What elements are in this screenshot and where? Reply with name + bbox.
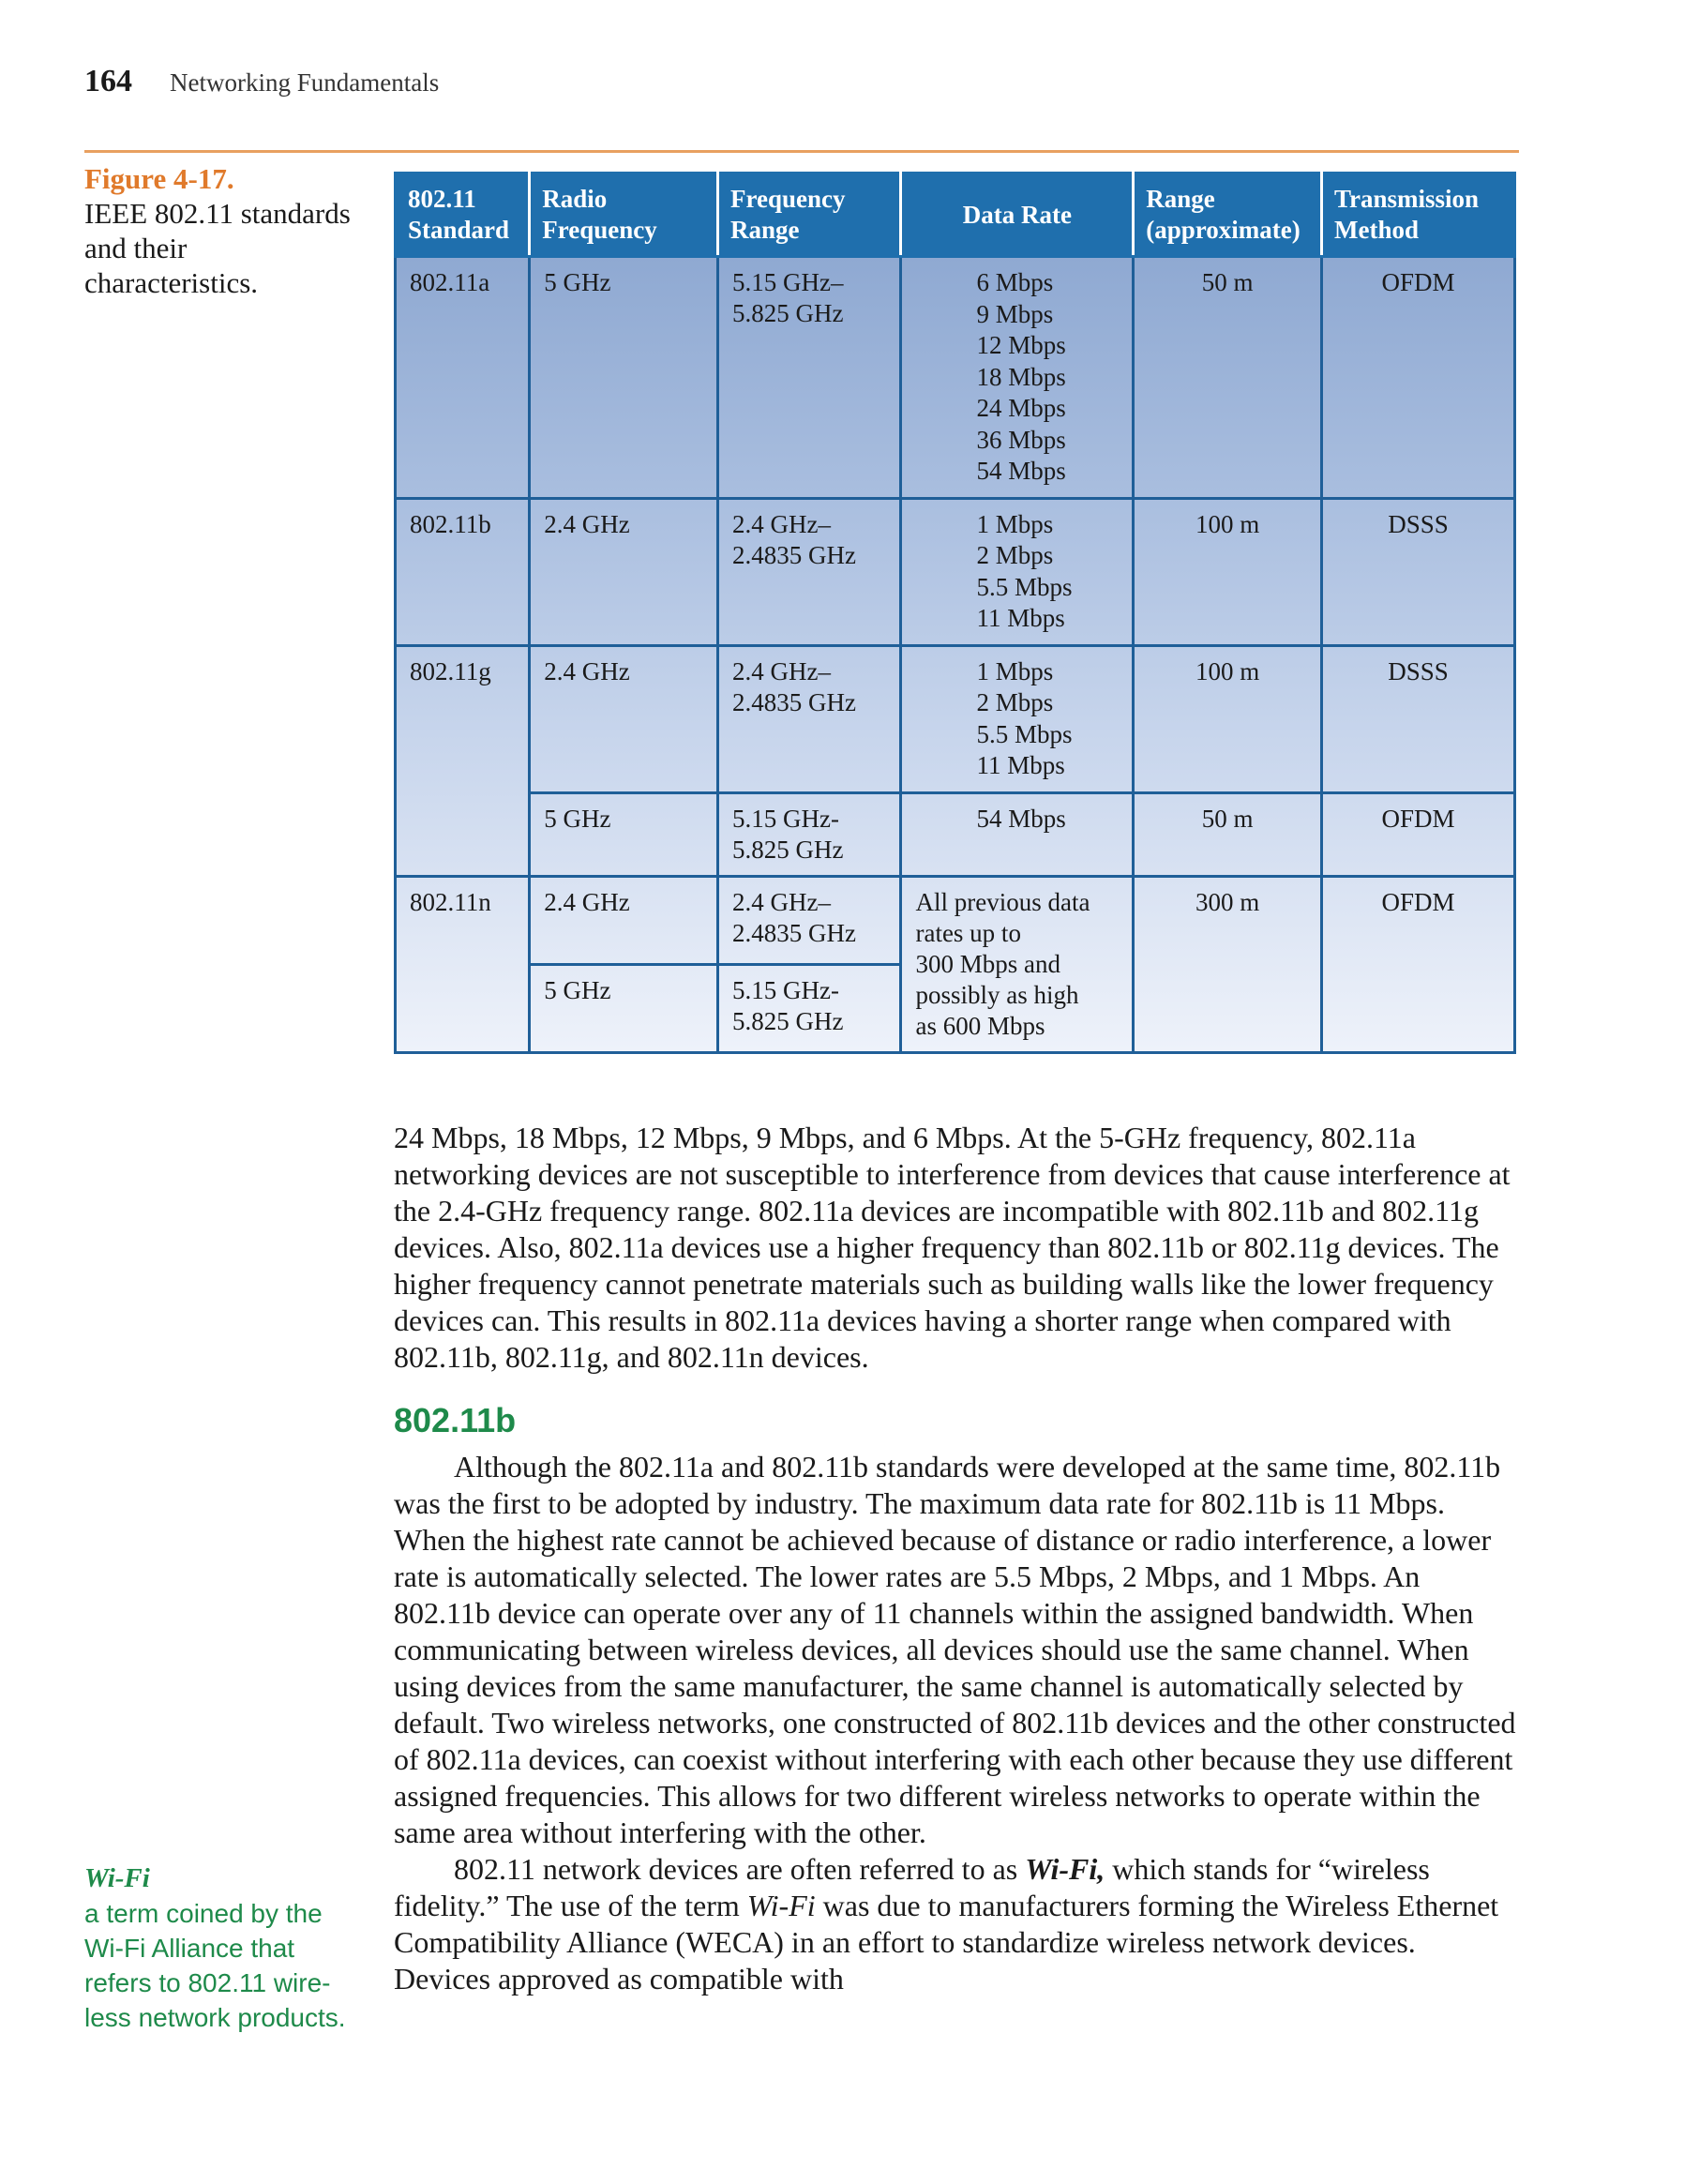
header-rule — [84, 150, 1519, 153]
cell-radio: 5 GHz — [530, 792, 718, 876]
cell-range: 300 m — [1134, 876, 1322, 1052]
cell-standard: 802.11g — [396, 645, 530, 876]
cell-rates: All previous data rates up to 300 Mbps and possibly as high as 600 Mbps — [901, 876, 1134, 1052]
margin-definition-text: a term coined by the Wi-Fi Alliance that refers to 802.11 wire-less network products. — [84, 1899, 346, 2032]
cell-method: DSSS — [1321, 498, 1514, 645]
key-term: Wi-Fi, — [1025, 1852, 1105, 1886]
header-frequency-range: Frequency Range — [717, 173, 901, 257]
cell-freq: 5.15 GHz– 5.825 GHz — [717, 257, 901, 499]
standards-table — [394, 172, 1516, 1054]
table-row — [396, 792, 1515, 876]
table-row — [396, 498, 1515, 645]
cell-method: OFDM — [1321, 257, 1514, 499]
page-header — [84, 64, 439, 101]
cell-radio: 2.4 GHz — [530, 498, 718, 645]
cell-range: 50 m — [1134, 257, 1322, 499]
cell-radio: 5 GHz — [530, 964, 718, 1052]
cell-method: OFDM — [1321, 792, 1514, 876]
running-head: Networking Fundamentals — [170, 68, 440, 97]
figure-label: Figure 4-17. — [84, 162, 234, 195]
cell-rates: 54 Mbps — [901, 792, 1134, 876]
cell-method: OFDM — [1321, 876, 1514, 1052]
cell-radio: 2.4 GHz — [530, 645, 718, 792]
header-radio-frequency: Radio Frequency — [530, 173, 718, 257]
margin-definition — [84, 1861, 366, 2035]
cell-rates: 1 Mbps 2 Mbps 5.5 Mbps 11 Mbps — [901, 498, 1134, 645]
page-number: 164 — [84, 64, 132, 98]
cell-freq: 2.4 GHz– 2.4835 GHz — [717, 645, 901, 792]
cell-range: 100 m — [1134, 645, 1322, 792]
cell-radio: 5 GHz — [530, 257, 718, 499]
cell-standard: 802.11b — [396, 498, 530, 645]
body-paragraph-1: 24 Mbps, 18 Mbps, 12 Mbps, 9 Mbps, and 6 Mbps. At the 5-GHz frequency, 802.11a networking devices are not susceptible to interference from devices that cause interference at the 2.4-GHz frequency range. 802.11a devices are incompatible with 802.11b and 802.11g devices. Also, 802.11a devices use a higher frequency than 802.11b or 802.11g devices. The higher frequency cannot penetrate materials such as building walls like the lower frequency devices can. This results in 802.11a devices having a shorter range when compared with 802.11b, 802.11g, and 802.11n devices. — [394, 1121, 1511, 1374]
cell-standard: 802.11n — [396, 876, 530, 1052]
header-standard: 802.11 Standard — [396, 173, 530, 257]
cell-rates: 6 Mbps 9 Mbps 12 Mbps 18 Mbps 24 Mbps 36 Mbps 54 Mbps — [901, 257, 1134, 499]
body-paragraph-2: Although the 802.11a and 802.11b standards were developed at the same time, 802.11b was the first to be adopted by industry. The maximum data rate for 802.11b is 11 Mbps. When the highest rate cannot be achieved because of distance or radio interference, a lower rate is automatically selected. The lower rates are 5.5 Mbps, 2 Mbps, and 1 Mbps. An 802.11b device can operate over any of 11 channels within the assigned bandwidth. When communicating between wireless devices, all devices should use the same channel. When using devices from the same manufacturer, the same channel is automatically selected by default. Two wireless networks, one constructed of 802.11b devices and the other constructed of 802.11a devices, can coexist without interfering with each other because they use different assigned frequencies. This allows for two different wireless networks to operate within the same area without interfering with the other. — [394, 1450, 1516, 1849]
cell-range: 50 m — [1134, 792, 1322, 876]
cell-freq: 5.15 GHz- 5.825 GHz — [717, 964, 901, 1052]
margin-term: Wi-Fi — [84, 1863, 150, 1893]
body-section-802-11b — [394, 1449, 1519, 1997]
body-paragraph-3: 802.11 network devices are often referred to as Wi-Fi, which stands for “wireless fidelity.” The use of the term Wi-Fi was due to manufacturers forming the Wireless Ethernet Compatibility Alliance (WECA) in an effort to standardize wireless network devices. Devices approved as compatible with — [394, 1852, 1499, 1996]
cell-freq: 2.4 GHz– 2.4835 GHz — [717, 498, 901, 645]
table-row — [396, 645, 1515, 792]
figure-caption — [84, 161, 366, 300]
figure-caption-text: IEEE 802.11 standards and their characteristics. — [84, 197, 351, 299]
cell-rates: 1 Mbps 2 Mbps 5.5 Mbps 11 Mbps — [901, 645, 1134, 792]
cell-range: 100 m — [1134, 498, 1322, 645]
cell-freq: 5.15 GHz- 5.825 GHz — [717, 792, 901, 876]
header-data-rate: Data Rate — [901, 173, 1134, 257]
table-row — [396, 257, 1515, 499]
section-heading: 802.11b — [394, 1401, 517, 1439]
table-header-row — [396, 173, 1515, 257]
cell-freq: 2.4 GHz– 2.4835 GHz — [717, 876, 901, 964]
header-transmission: Transmission Method — [1321, 173, 1514, 257]
cell-radio: 2.4 GHz — [530, 876, 718, 964]
header-range: Range (approximate) — [1134, 173, 1322, 257]
cell-method: DSSS — [1321, 645, 1514, 792]
table-row — [396, 876, 1515, 964]
cell-standard: 802.11a — [396, 257, 530, 499]
